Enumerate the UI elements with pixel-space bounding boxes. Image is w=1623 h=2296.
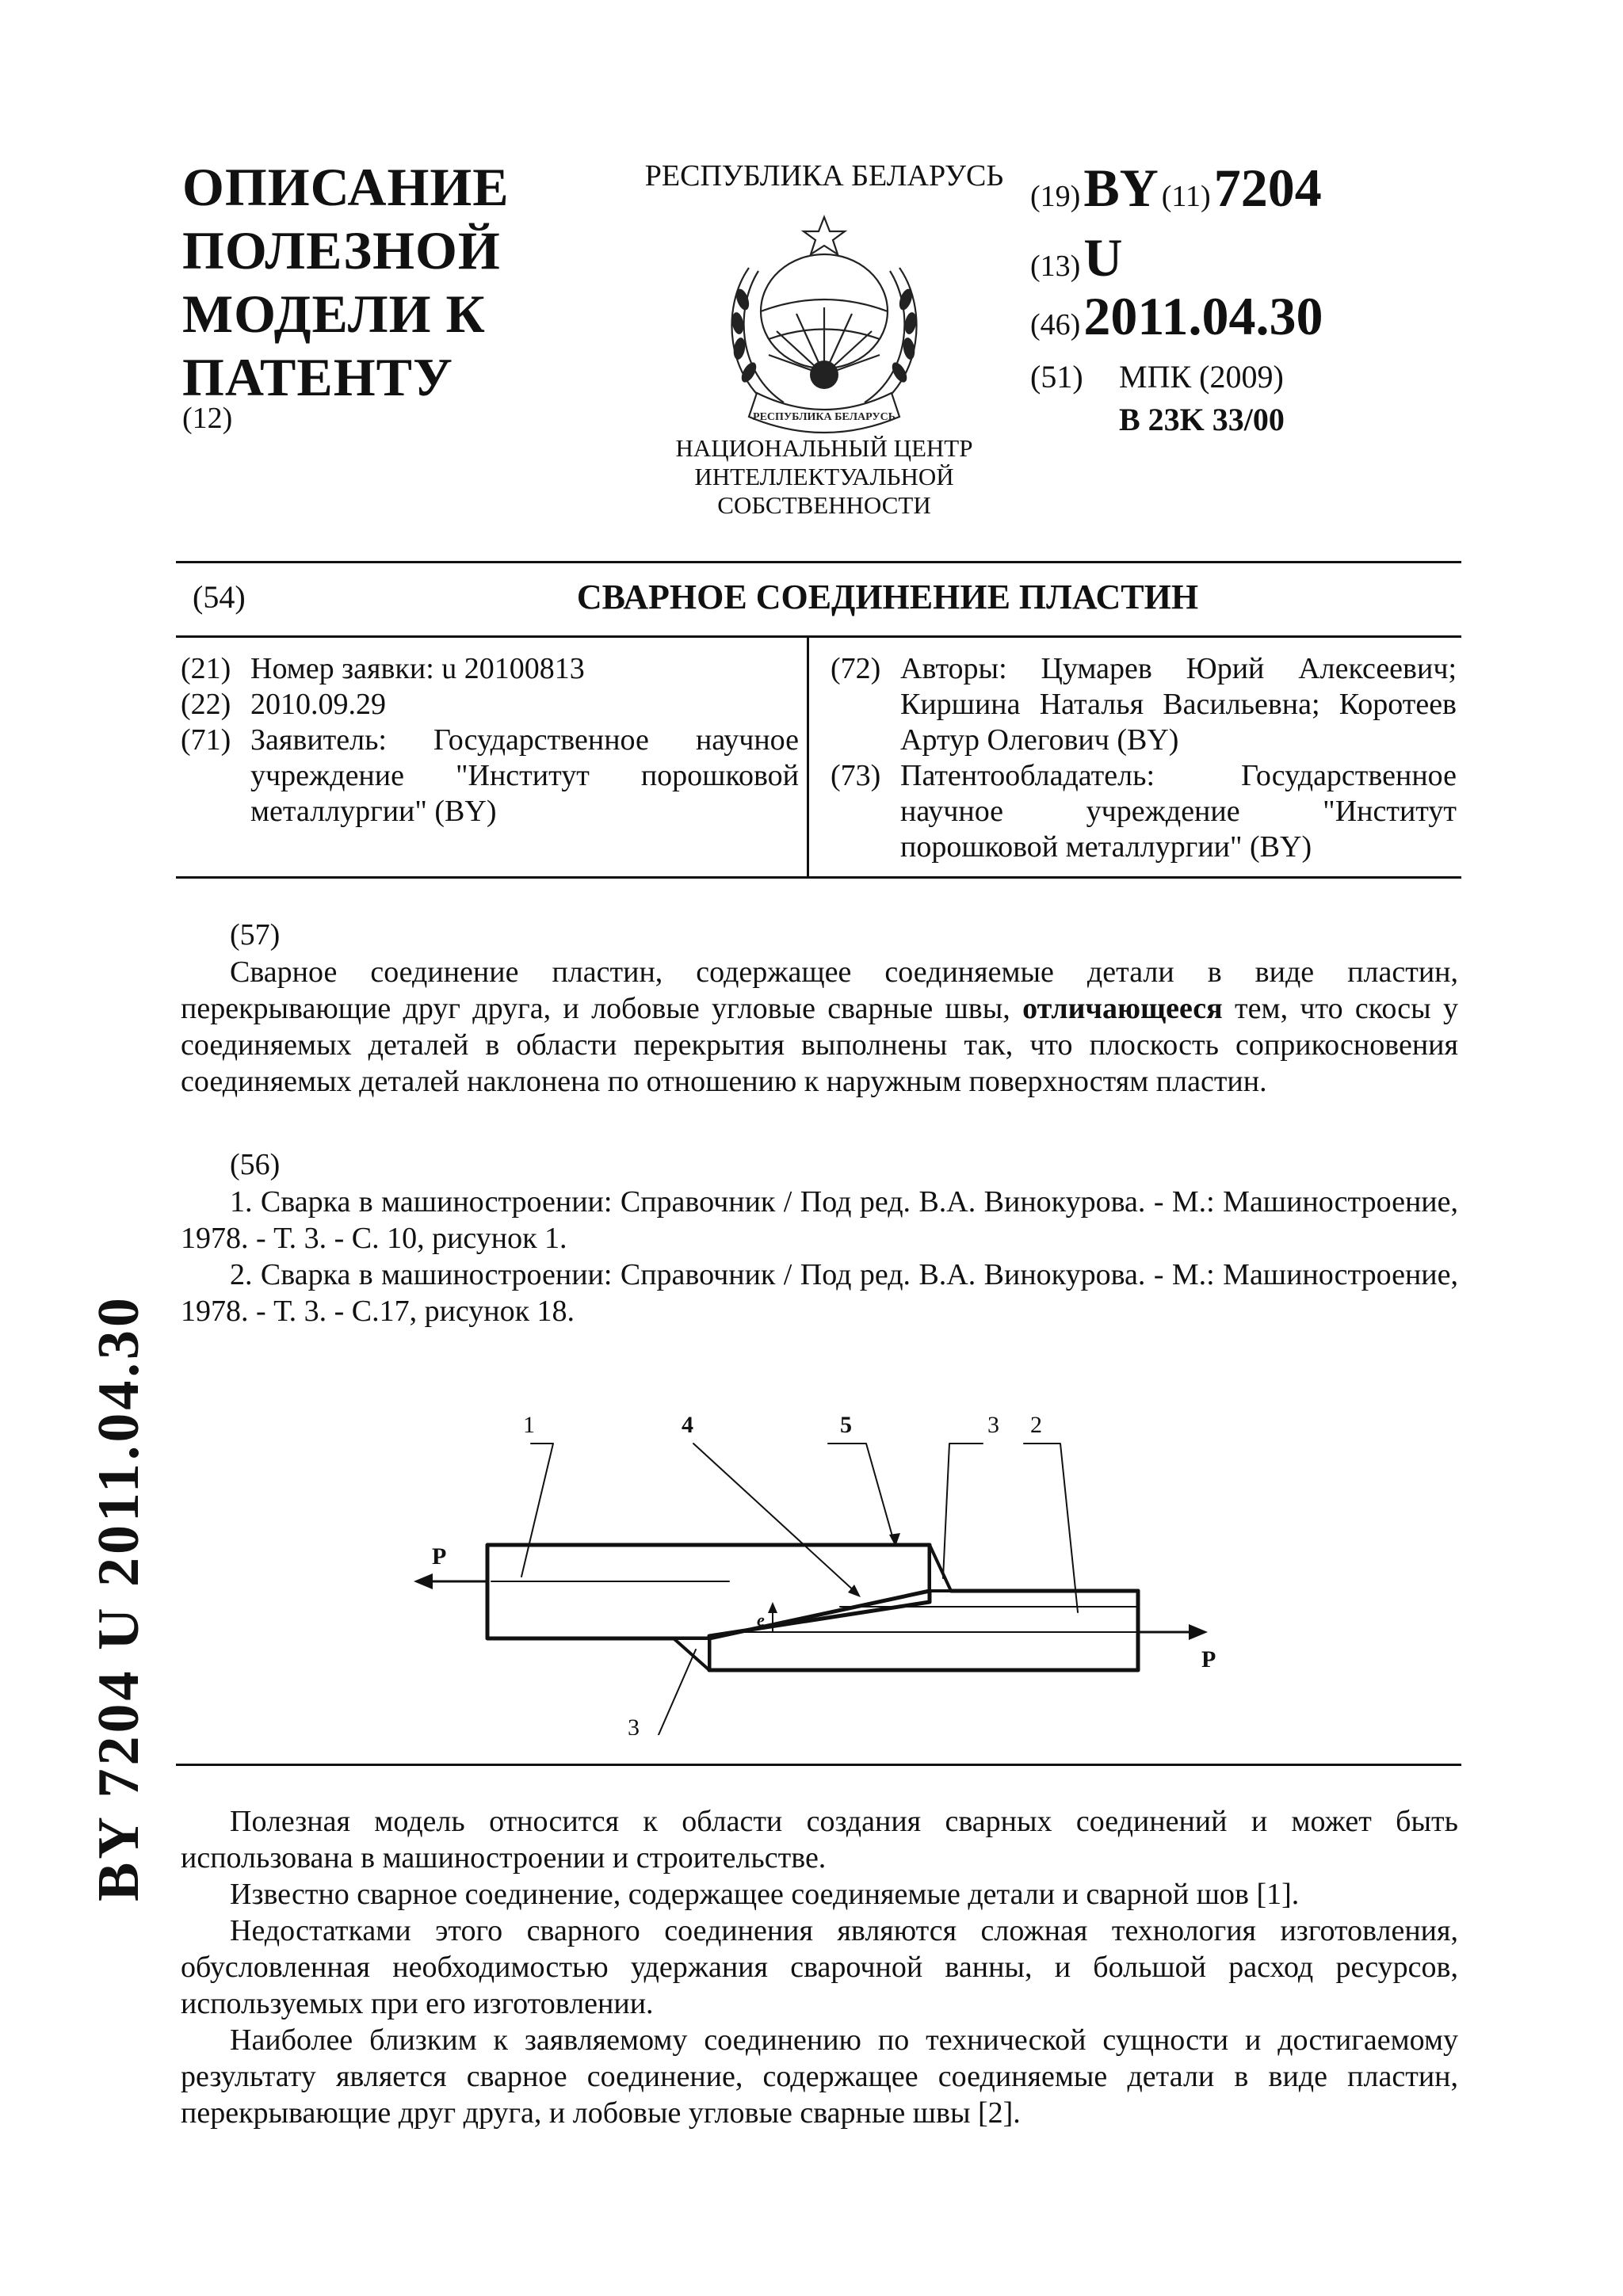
ipc-class: B 23K 33/00	[1119, 402, 1285, 437]
leader-4	[693, 1444, 856, 1592]
doc-code: (12)	[182, 402, 233, 435]
reference-item: 2. Сварка в машиностроении: Справочник / Под ред. В.А. Винокурова. - М.: Машиностроение, 1978. - Т. 3. - С.17, рисунок 18.	[181, 1258, 1458, 1328]
leader-3-bottom	[639, 1650, 696, 1735]
field-authors	[831, 651, 1457, 758]
inid-code-46: (46)	[1030, 308, 1081, 341]
inid-code-22: (22)	[181, 688, 231, 721]
publication-date: 2011.04.30	[1083, 286, 1323, 346]
utility-model-title: СВАРНОЕ СОЕДИНЕНИЕ ПЛАСТИН	[576, 578, 1199, 616]
reference-item: 1. Сварка в машиностроении: Справочник / Под ред. В.А. Винокурова. - М.: Машиностроение, 1978. - Т. 3. - С. 10, рисунок 1.	[181, 1185, 1458, 1255]
fields-left-column	[181, 651, 799, 830]
state-emblem-icon	[701, 212, 947, 450]
claim-part-1: Сварное соединение пластин, содержащее соединяемые детали в виде пластин, перекрывающие друг друга, и лобовые угловые сварные швы,	[181, 955, 1458, 1025]
label-2: 2	[1030, 1412, 1042, 1438]
field-text: Авторы: Цумарев Юрий Алексеевич; Киршина Наталья Васильевна; Коротеев Артур Олегович (BY)	[900, 652, 1457, 757]
claim-text	[181, 954, 1458, 1100]
weld-bottom	[674, 1638, 709, 1670]
field-patent-owner	[831, 758, 1457, 865]
description-paragraph: Известно сварное соединение, содержащее соединяемые детали и сварной шов [1].	[230, 1878, 1300, 1911]
label-e: e	[757, 1610, 765, 1630]
label-3-bottom: 3	[628, 1714, 640, 1735]
leader-1	[521, 1444, 553, 1577]
divider-top	[176, 561, 1461, 563]
field-text: Номер заявки: u 20100813	[250, 652, 585, 685]
description-paragraph: Полезная модель относится к области создания сварных соединений и может быть использована в машиностроении и строительстве.	[181, 1805, 1458, 1875]
inid-code-54: (54)	[193, 579, 246, 615]
doc-type-line: ОПИСАНИЕ	[182, 157, 510, 217]
claim-emphasis: отличающееся	[1022, 992, 1223, 1025]
field-applicant	[181, 723, 799, 830]
kind-code: U	[1083, 227, 1123, 288]
divider-figure-bottom	[176, 1764, 1461, 1766]
patent-number: 7204	[1213, 158, 1322, 218]
leader-3-top	[943, 1444, 983, 1578]
field-filing-date	[181, 687, 799, 723]
welded-joint-figure	[396, 1394, 1268, 1735]
side-publication-label: BY 7204 U 2011.04.30	[86, 1295, 151, 1901]
doc-type-line: ПОЛЕЗНОЙ	[182, 220, 501, 280]
column-divider	[807, 637, 809, 878]
country-name: РЕСПУБЛИКА БЕЛАРУСЬ	[644, 159, 1004, 193]
arrowhead-right	[1189, 1624, 1208, 1640]
inid-code-11: (11)	[1161, 180, 1211, 213]
field-text: Патентообладатель: Государственное научное учреждение "Институт порошковой металлургии" (BY)	[900, 759, 1457, 864]
claim-part-2: тем, что скосы у соединяемых деталей в области перекрытия выполнены так, что плоскость соприкосновения соединяемых деталей наклонена по отношению к наружным поверхностям пластин.	[181, 992, 1458, 1098]
document-type-title	[182, 155, 555, 409]
fields-right-column	[831, 651, 1457, 865]
inid-code-13: (13)	[1030, 250, 1081, 283]
inid-code-56: (56)	[230, 1148, 281, 1181]
inid-code-71: (71)	[181, 723, 231, 757]
inid-code-21: (21)	[181, 652, 231, 685]
emblem-ribbon-text: РЕСПУБЛИКА БЕЛАРУСЬ	[753, 411, 896, 423]
field-text: 2010.09.29	[250, 688, 386, 721]
field-text: Заявитель: Государственное научное учреждение "Институт порошковой металлургии" (BY)	[250, 723, 799, 828]
inid-code-73: (73)	[831, 759, 881, 792]
label-3-top: 3	[987, 1412, 999, 1438]
publication-date-row	[1030, 285, 1323, 348]
description-paragraph: Недостатками этого сварного соединения являются сложная технология изготовления, обусловленная необходимостью удержания сварочной ванны, и большой расход ресурсов, используемых при его изготовлении.	[181, 1914, 1458, 2020]
ipc-row	[1030, 358, 1284, 395]
label-p-left: P	[432, 1543, 447, 1569]
arrowhead-left	[414, 1573, 433, 1589]
arrowhead-e	[768, 1602, 777, 1613]
divider-fields-bottom	[176, 876, 1461, 879]
leader-5	[828, 1444, 894, 1542]
leader-2	[1024, 1444, 1078, 1612]
kind-code-row	[1030, 227, 1122, 289]
label-1: 1	[523, 1412, 535, 1438]
publication-number-row	[1030, 157, 1322, 219]
inid-code-57: (57)	[230, 918, 281, 952]
description-body	[181, 1803, 1458, 2131]
label-4: 4	[682, 1412, 693, 1438]
weld-top	[930, 1545, 951, 1591]
inid-code-19: (19)	[1030, 180, 1081, 213]
patent-office-name	[618, 434, 1030, 520]
country-code: BY	[1083, 158, 1159, 218]
office-line: ИНТЕЛЛЕКТУАЛЬНОЙ	[694, 463, 954, 490]
plate-1-outline	[487, 1545, 930, 1638]
ipc-edition: МПК (2009)	[1119, 359, 1284, 395]
inid-code-72: (72)	[831, 652, 881, 685]
label-5: 5	[840, 1412, 852, 1438]
office-line: НАЦИОНАЛЬНЫЙ ЦЕНТР	[675, 434, 973, 462]
inid-code-51: (51)	[1030, 359, 1083, 395]
label-p-right: P	[1201, 1646, 1216, 1672]
doc-type-line: ПАТЕНТУ	[182, 347, 453, 407]
doc-type-line: МОДЕЛИ К	[182, 284, 486, 344]
office-line: СОБСТВЕННОСТИ	[717, 491, 931, 519]
divider-title-bottom	[176, 635, 1461, 638]
field-application-number	[181, 651, 799, 687]
description-paragraph: Наиболее близким к заявляемому соединению по технической сущности и достигаемому результату является сварное соединение, содержащее соединяемые детали в виде пластин, перекрывающие друг друга, и лобовые угловые сварные швы [2].	[181, 2023, 1458, 2130]
